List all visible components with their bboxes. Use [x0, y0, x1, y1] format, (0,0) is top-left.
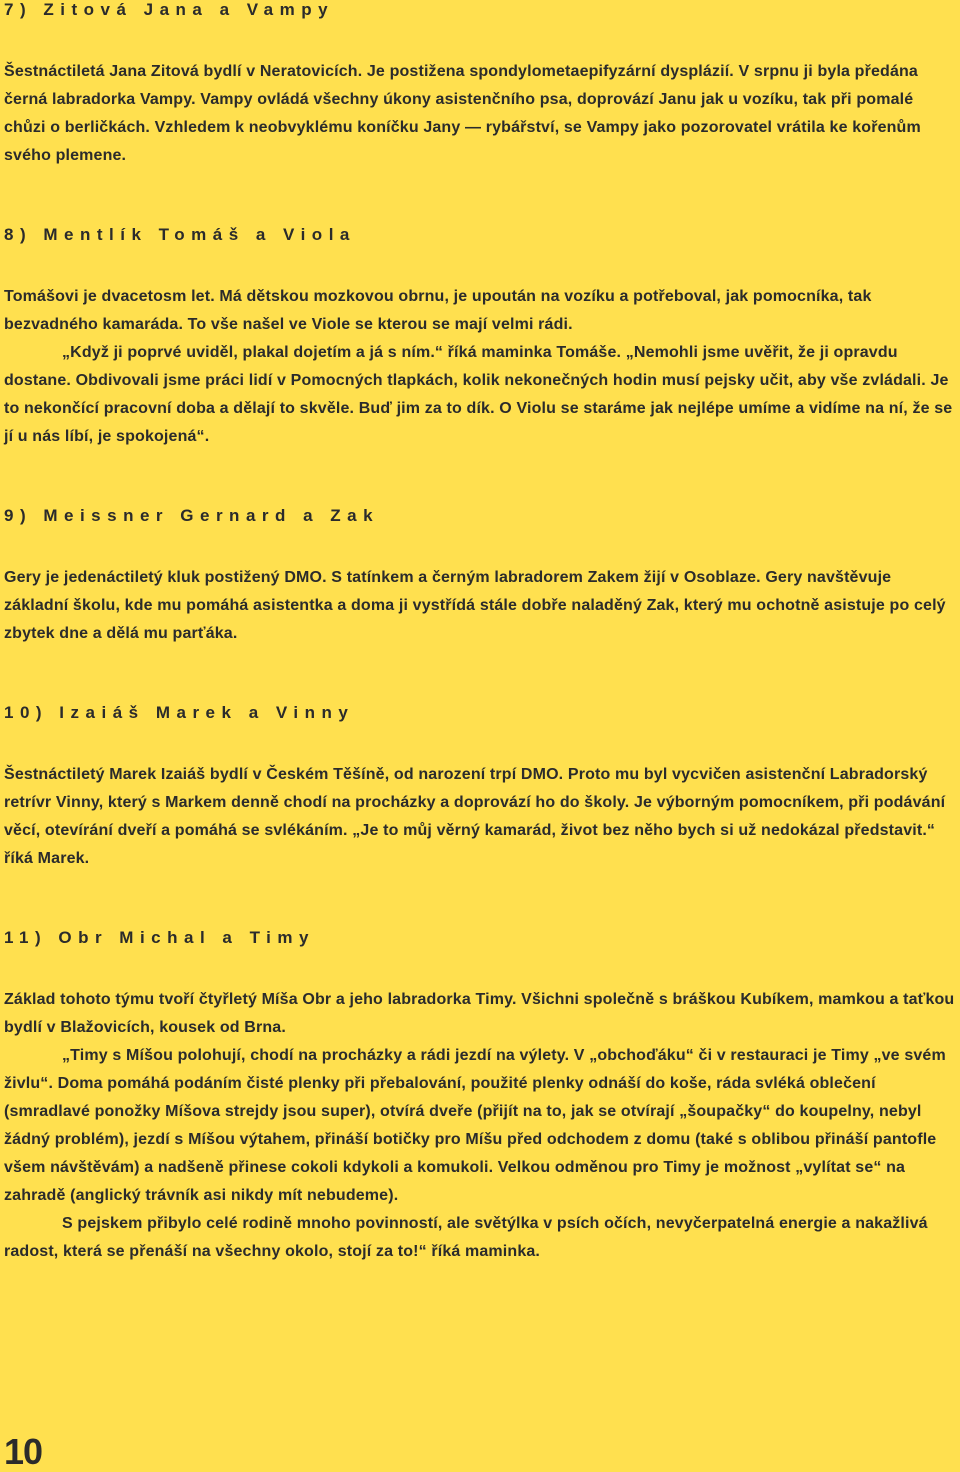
section-10 [4, 703, 956, 873]
paragraph: Tomášovi je dvacetosm let. Má dětskou mozkovou obrnu, je upoután na vozíku a potřeboval, jak pomocníka, tak bezvadného kamaráda. To vše našel ve Viole se kterou se mají velmi rádi. [4, 288, 872, 333]
section-heading: 8) Mentlík Tomáš a Viola [4, 225, 356, 244]
section-7 [4, 0, 956, 170]
section-body [4, 986, 956, 1266]
section-body [4, 761, 956, 873]
paragraph: Šestnáctiletá Jana Zitová bydlí v Neratovicích. Je postižena spondylometaepifyzární dysplázií. V srpnu ji byla předána černá labradorka Vampy. Vampy ovládá všechny úkony asistenčního psa, doprovází Janu jak u vozíku, tak při pomalé chůzi o berličkách. Vzhledem k neobvyklému koníčku Jany — rybářství, se Vampy jako pozorovatel vrátila ke kořenům svého plemene. [4, 63, 921, 164]
section-heading: 7) Zitová Jana a Vampy [4, 0, 335, 19]
section-heading: 9) Meissner Gernard a Zak [4, 506, 380, 525]
section-11 [4, 928, 956, 1266]
paragraph: „Timy s Míšou polohují, chodí na procházky a rádi jezdí na výlety. V „obchoďáku“ či v restauraci je Timy „ve svém živlu“. Doma pomáhá podáním čisté plenky při přebalování, použité plenky odnáší do koše, ráda svléká oblečení (smradlavé ponožky Míšova strejdy jsou super), otvírá dveře (přijít na to, jak se otvírají „šoupačky“ do koupelny, nebyl žádný problém), jezdí s Míšou výtahem, přináší botičky pro Míšu před odchodem z domu (také s oblibou přináší pantofle všem návštěvám) a nadšeně přinese cokoli kdykoli a komukoli. Velkou odměnou pro Timy je možnost „vylítat se“ na zahradě (anglický trávník asi nikdy mít nebudeme). [4, 1047, 946, 1204]
section-body [4, 564, 956, 648]
paragraph: Gery je jedenáctiletý kluk postižený DMO. S tatínkem a černým labradorem Zakem žijí v Osoblaze. Gery navštěvuje základní školu, kde mu pomáhá asistentka a doma ji vystřídá stále dobře naladěný Zak, který mu ochotně asistuje po celý zbytek dne a dělá mu parťáka. [4, 569, 946, 642]
paragraph: S pejskem přibylo celé rodině mnoho povinností, ale světýlka v psích očích, nevyčerpatelná energie a nakažlivá radost, která se přenáší na všechny okolo, stojí za to!“ říká maminka. [4, 1215, 928, 1260]
section-body [4, 58, 956, 170]
section-heading: 10) Izaiáš Marek a Vinny [4, 703, 355, 722]
page-number: 10 [4, 1431, 43, 1472]
section-8 [4, 225, 956, 451]
section-body [4, 283, 956, 451]
paragraph: Šestnáctiletý Marek Izaiáš bydlí v Českém Těšíně, od narození trpí DMO. Proto mu byl vycvičen asistenční Labradorský retrívr Vinny, který s Markem denně chodí na procházky a doprovází ho do školy. Je výborným pomocníkem, při podávání věcí, otevírání dveří a pomáhá se svlékáním. „Je to můj věrný kamarád, život bez něho bych si už nedokázal představit.“ říká Marek. [4, 766, 946, 867]
paragraph: Základ tohoto týmu tvoří čtyřletý Míša Obr a jeho labradorka Timy. Všichni společně s bráškou Kubíkem, mamkou a taťkou bydlí v Blažovicích, kousek od Brna. [4, 991, 955, 1036]
paragraph: „Když ji poprvé uviděl, plakal dojetím a já s ním.“ říká maminka Tomáše. „Nemohli jsme uvěřit, že ji opravdu dostane. Obdivovali jsme práci lidí v Pomocných tlapkách, kolik nekonečných hodin musí pejsky učit, aby vše zvládali. Je to nekončící pracovní doba a dělají to skvěle. Buď jim za to dík. O Violu se staráme jak nejlépe umíme a vidíme na ní, že se jí u nás líbí, je spokojená“. [4, 344, 953, 445]
section-heading: 11) Obr Michal a Timy [4, 928, 315, 947]
section-9 [4, 506, 956, 648]
